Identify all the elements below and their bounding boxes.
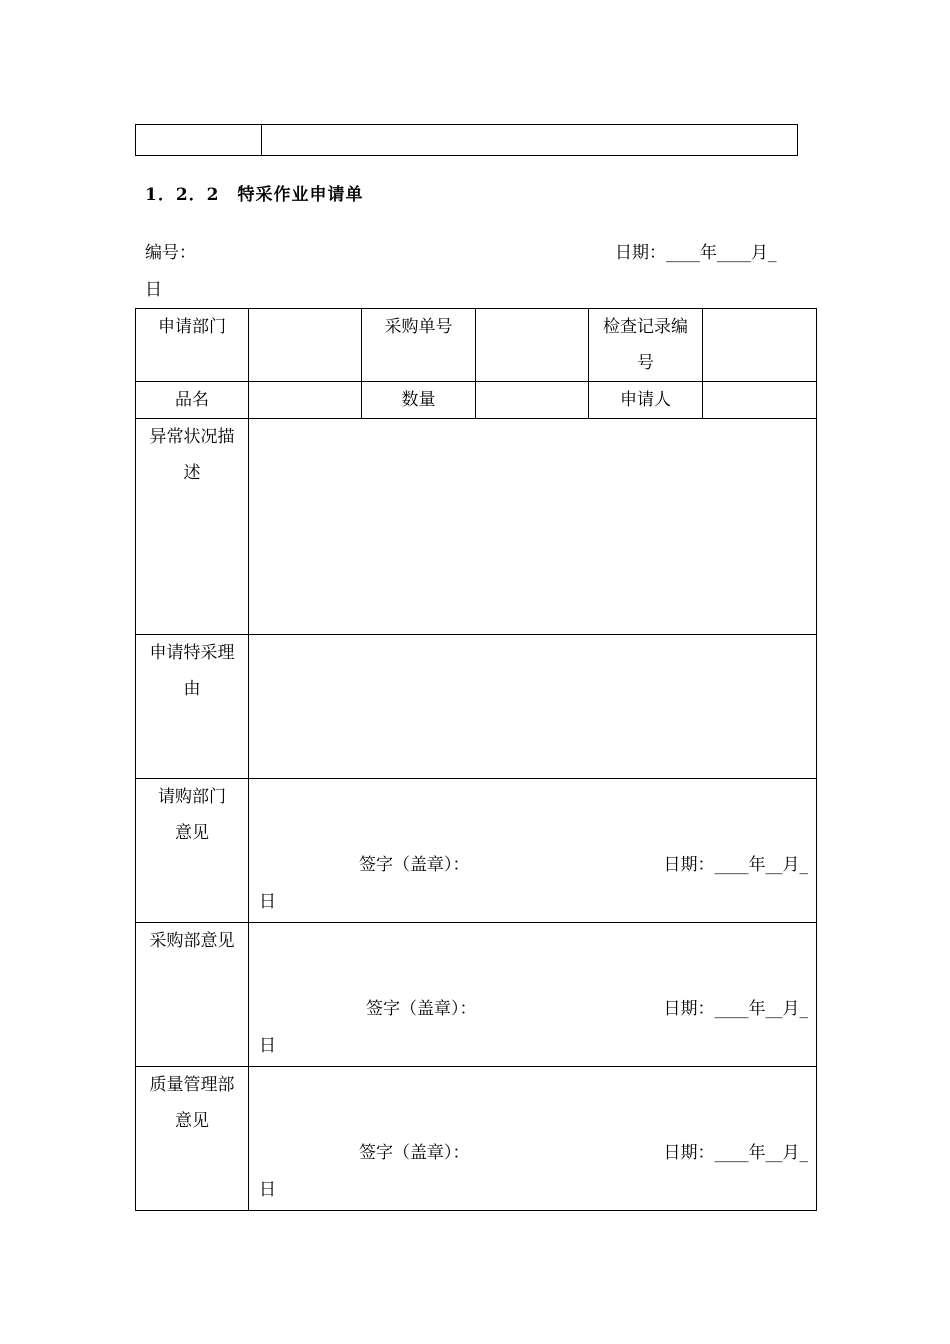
opinion-label-line2: 意见 — [175, 1111, 209, 1131]
dept-label: 申请部门 — [158, 317, 226, 337]
qty-label-cell — [362, 382, 476, 419]
item-label: 品名 — [175, 390, 209, 410]
opinion-label-line2: 意见 — [175, 823, 209, 843]
po-label: 采购单号 — [384, 317, 453, 337]
inspection-label-line1: 检查记录编 — [603, 317, 688, 337]
table-row — [136, 923, 817, 1067]
quality-dept-label-cell — [136, 1067, 249, 1211]
opinion-date-label: 日期：____年__月_ — [663, 999, 808, 1019]
po-label-cell — [362, 309, 476, 382]
reason-label-cell — [136, 635, 249, 779]
reason-label-line1: 申请特采理 — [149, 643, 235, 663]
requesting-dept-label-cell — [136, 779, 249, 923]
opinion-label-line1: 质量管理部 — [149, 1075, 235, 1095]
opinion-label-line1: 采购部意见 — [149, 931, 235, 951]
opinion-day-label: 日 — [259, 892, 276, 912]
date-label: 日期：____年____月_ — [615, 243, 777, 263]
po-value-cell[interactable] — [476, 309, 589, 382]
signature-area — [249, 779, 816, 922]
signature-area — [249, 923, 816, 1066]
purchasing-dept-opinion-field[interactable] — [249, 923, 817, 1067]
applicant-label-cell — [589, 382, 703, 419]
qty-label: 数量 — [401, 390, 436, 410]
table-row — [136, 419, 817, 635]
signature-label: 签字（盖章）： — [359, 855, 470, 875]
reason-label-line2: 由 — [183, 679, 201, 699]
qty-value-cell[interactable] — [476, 382, 589, 419]
section-heading: 1．2．2 特采作业申请单 — [145, 185, 364, 205]
opinion-date-label: 日期：____年__月_ — [663, 855, 808, 875]
abnormal-label-line2: 述 — [183, 463, 201, 483]
signature-label: 签字（盖章）： — [359, 1143, 470, 1163]
opinion-day-label: 日 — [259, 1036, 276, 1056]
dept-value-cell[interactable] — [249, 309, 362, 382]
abnormal-label-cell — [136, 419, 249, 635]
applicant-label: 申请人 — [620, 390, 671, 410]
item-value-cell[interactable] — [249, 382, 362, 419]
reason-field[interactable] — [249, 635, 817, 779]
applicant-value-cell[interactable] — [703, 382, 817, 419]
requesting-dept-opinion-field[interactable] — [249, 779, 817, 923]
table-row — [136, 779, 817, 923]
opinion-day-label: 日 — [259, 1180, 276, 1200]
item-label-cell — [136, 382, 249, 419]
special-purchase-form — [135, 308, 817, 1211]
table-row — [136, 635, 817, 779]
table-divider — [261, 125, 262, 155]
previous-table-fragment — [135, 124, 798, 156]
quality-dept-opinion-field[interactable] — [249, 1067, 817, 1211]
table-row — [136, 1067, 817, 1211]
inspection-label-line2: 号 — [637, 353, 654, 373]
day-label: 日 — [145, 280, 162, 300]
signature-area — [249, 1067, 816, 1210]
table-row — [136, 382, 817, 419]
number-label: 编号： — [145, 243, 196, 263]
abnormal-label-line1: 异常状况描 — [149, 427, 235, 447]
inspection-value-cell[interactable] — [703, 309, 817, 382]
table-row — [136, 309, 817, 382]
abnormal-description-field[interactable] — [249, 419, 817, 635]
inspection-label-cell — [589, 309, 703, 382]
purchasing-dept-label-cell — [136, 923, 249, 1067]
dept-label-cell — [136, 309, 249, 382]
opinion-label-line1: 请购部门 — [158, 787, 226, 807]
opinion-date-label: 日期：____年__月_ — [663, 1143, 808, 1163]
signature-label: 签字（盖章）： — [366, 999, 477, 1019]
